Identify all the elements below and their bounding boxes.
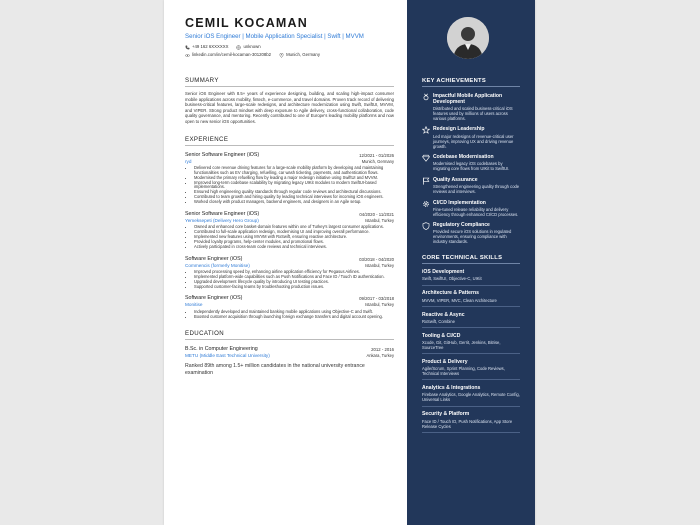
gear-icon: [422, 200, 430, 208]
job-bullet: • Contributed to full-scale application redesign, modernising UI and improving overall performance.: [194, 230, 394, 235]
skill-list: RxSwift, Combine: [422, 318, 455, 324]
phone-icon: [185, 45, 190, 50]
job-bullet: • Improved long-term codebase scalability by migrating legacy UIKit modules to modern SwiftUI-based implementations.: [194, 181, 394, 191]
resume-page: [164, 0, 535, 525]
linkedin-item[interactable]: [185, 52, 271, 58]
job-location: Munich, Germany: [361, 158, 394, 164]
job-bullet: • Improved processing speed by, enhancing airline application efficiency for Pegasus Airlines.: [194, 270, 394, 275]
education-note: Ranked 89th among 1.5+ million candidates in the national university entrance examination: [185, 363, 365, 376]
skill-list: Swift, SwiftUI, Objective-C, UIKit: [422, 276, 482, 282]
skill-group: [422, 333, 520, 354]
skill-list: Face ID / Touch ID, Push Notifications, App Store Release Cycles: [422, 418, 513, 429]
summary-text: Senior iOS Engineer with 8.5+ years of experience designing, building, and scaling high-impact consumer mobile applications across mobility, fintech, e-commerce, and travel domains. Proven track record of delivering business-critical features, large-scale redesigns, and architecture modernization using Swift, SwiftUI, MVVM, and VIPER. Strong product mindset with deep exposure to Agile delivery, cross-functional collaboration, code quality governance, and mentoring. Recently contributed to one of Europe's leading mobility platforms and now open to new senior iOS opportunities.: [185, 91, 394, 124]
achievement-desc: Distributed and scaled business-critical iOS features used by millions of users across various platforms.: [433, 105, 513, 121]
job-bullet: • Modernised the primary refuelling flow by leading a major redesign initiative using SwiftUI and MVVM.: [194, 176, 394, 181]
job-company: Yemeksepeti (Delivery Hero Group): [185, 217, 259, 223]
job-location: Istanbul, Turkey: [365, 302, 394, 308]
achievement-item: [422, 222, 520, 244]
job-entry: [185, 256, 394, 290]
education-dates: 2012 - 2016: [371, 346, 394, 352]
job-bullet: • Independently developed and maintained banking mobile applications using Objective-C and Swift.: [194, 310, 394, 315]
job-bullet: • Contributed to team growth and hiring quality by leading technical interviews for incoming iOS engineers.: [194, 195, 394, 200]
job-role: Senior Software Engineer (iOS): [185, 151, 260, 158]
avatar: [447, 17, 489, 59]
skill-group: [422, 290, 520, 306]
job-dates: 04/2020 - 11/2021: [359, 211, 394, 217]
achievement-item: [422, 177, 520, 194]
skills-heading: CORE TECHNICAL SKILLS: [422, 255, 520, 264]
achievement-desc: Fine-tuned release reliability and delivery efficiency through enhanced CI/CD processes.: [433, 206, 519, 217]
sidebar: [407, 0, 535, 525]
location-pin-icon: [279, 53, 284, 58]
job-role: Software Engineer (iOS): [185, 295, 243, 302]
achievement-title: Redesign Leadership: [433, 126, 485, 133]
location-text: Munich, Germany: [286, 52, 320, 57]
at-icon: [236, 45, 241, 50]
experience-list: [185, 152, 394, 320]
achievement-title: Quality Assurance: [433, 176, 478, 183]
achievement-item: [422, 200, 520, 217]
skill-list: MVVM, VIPER, MVC, Clean Architecture: [422, 297, 497, 303]
sidebar-content: [422, 78, 520, 433]
link-icon: [185, 53, 190, 58]
job-bullet: • Delivered core revenue driving features for a large-scale mobility platform by developing and maintaining functionalities such as EV charging, refuelling, car wash ticketing, payments, and authentication flows.: [194, 166, 394, 176]
job-bullets: [194, 166, 394, 205]
job-entry: [185, 295, 394, 319]
achievement-title: Impactful Mobile Application Development: [433, 92, 503, 105]
email-text: unknown: [243, 44, 261, 49]
star-icon: [422, 126, 430, 134]
skill-title: Reactive & Async: [422, 311, 465, 318]
job-bullets: [194, 225, 394, 249]
skill-title: iOS Development: [422, 269, 465, 276]
achievement-desc: Modernised legacy iOS codebases by migrating core flows from UIKit to SwiftUI.: [433, 161, 510, 172]
phone-text: +49 162 6XXXXXX: [192, 44, 229, 49]
education-entry: [185, 346, 394, 377]
job-bullet: • Actively participated in cross-team code reviews and technical interviews.: [194, 245, 394, 250]
phone-item: [185, 44, 228, 50]
candidate-name: CEMIL KOCAMAN: [185, 16, 309, 30]
candidate-title: Senior iOS Engineer | Mobile Application Specialist | Swift | MVVM: [185, 33, 364, 40]
job-bullet: • Provided loyalty programs, help-center modules, and promotional flows.: [194, 240, 394, 245]
achievement-desc: Provided secure iOS solutions in regulated environments, ensuring compliance with industry standards.: [433, 229, 512, 245]
job-location: Istanbul, Turkey: [365, 217, 394, 223]
achievements-list: [422, 93, 520, 245]
achievement-title: CI/CD Implementation: [433, 199, 486, 206]
achievement-desc: Strengthened engineering quality through code reviews and interviews.: [433, 184, 520, 195]
experience-heading: EXPERIENCE: [185, 136, 394, 146]
job-role: Senior Software Engineer (iOS): [185, 210, 260, 217]
job-bullet: • Ensured high engineering quality standards through regular code reviews and architectural discussions.: [194, 190, 394, 195]
job-bullet: • Upgraded development lifecycle quality by introducing UI testing practices.: [194, 280, 394, 285]
job-bullet: • Implemented platform-wide capabilities such as Push Notifications and Face ID / Touch ID authentication.: [194, 275, 394, 280]
skill-group: [422, 385, 520, 406]
shield-icon: [422, 222, 430, 230]
skills-list: [422, 269, 520, 433]
job-dates: 09/2017 - 03/2018: [359, 296, 394, 302]
medal-icon: [422, 93, 430, 101]
summary-heading: SUMMARY: [185, 77, 394, 87]
location-item: [279, 52, 320, 58]
diamond-icon: [422, 154, 430, 162]
job-company: Monitise: [185, 302, 203, 308]
achievement-desc: Led major redesigns of revenue-critical user journeys, improving UX and driving revenue growth.: [433, 133, 514, 149]
job-location: Istanbul, Turkey: [365, 262, 394, 268]
school-name: METU (Middle East Technical University): [185, 352, 270, 358]
job-bullets: [194, 310, 394, 320]
job-entry: [185, 211, 394, 250]
job-role: Software Engineer (iOS): [185, 255, 243, 262]
linkedin-text: linkedin.com/in/cemil-kocaman-301208b2: [192, 52, 272, 57]
profile-photo-icon: [447, 17, 489, 59]
job-company: Commencis (formerly Monitise): [185, 262, 250, 268]
job-bullet: • Worked closely with product managers, backend engineers, and designers in an Agile setup.: [194, 200, 394, 205]
skill-group: [422, 312, 520, 328]
skill-group: [422, 411, 520, 432]
education-heading: EDUCATION: [185, 330, 394, 340]
job-bullet: • Supported customer-facing teams by troubleshooting production issues.: [194, 285, 394, 290]
job-dates: 03/2018 - 04/2020: [359, 256, 394, 262]
skill-title: Product & Delivery: [422, 358, 468, 365]
achievement-title: Codebase Modernisation: [433, 154, 494, 161]
achievement-title: Regulatory Compliance: [433, 222, 490, 229]
skill-group: [422, 359, 520, 380]
achievement-item: [422, 154, 520, 171]
skill-group: [422, 269, 520, 285]
skill-title: Security & Platform: [422, 411, 470, 418]
contact-block: [185, 43, 394, 59]
achievements-heading: KEY ACHIEVEMENTS: [422, 78, 520, 87]
job-dates: 12/2021 - 01/2026: [359, 152, 394, 158]
skill-title: Tooling & CI/CD: [422, 332, 461, 339]
flag-icon: [422, 177, 430, 185]
main-column: [185, 16, 394, 376]
job-bullet: • Owned and enhanced core basket-domain features within one of Turkey's largest consumer applications.: [194, 225, 394, 230]
email-item[interactable]: [236, 44, 260, 50]
achievement-item: [422, 93, 520, 121]
job-company: ryd: [185, 158, 192, 164]
skill-title: Analytics & Integrations: [422, 385, 481, 392]
school-location: Ankara, Turkey: [366, 352, 394, 358]
job-bullet: • Boosted customer acquisition through launching foreign exchange transfers and digital account opening.: [194, 315, 394, 320]
degree: B.Sc. in Computer Engineering: [185, 345, 258, 352]
job-bullets: [194, 270, 394, 289]
skill-list: Firebase Analytics, Google Analytics, Remote Config, Universal Links: [422, 392, 520, 403]
job-bullet: • Implemented new features using MVVM with RxSwift, ensuring reactive architecture.: [194, 235, 394, 240]
skill-list: Xcode, Git, GitHub, Gerrit, Jenkins, Bitrise, SourceTree: [422, 339, 501, 350]
achievement-item: [422, 126, 520, 148]
skill-list: Agile/Scrum, Sprint Planning, Code Reviews, Technical Interviews: [422, 366, 505, 377]
job-entry: [185, 152, 394, 205]
skill-title: Architecture & Patterns: [422, 290, 479, 297]
